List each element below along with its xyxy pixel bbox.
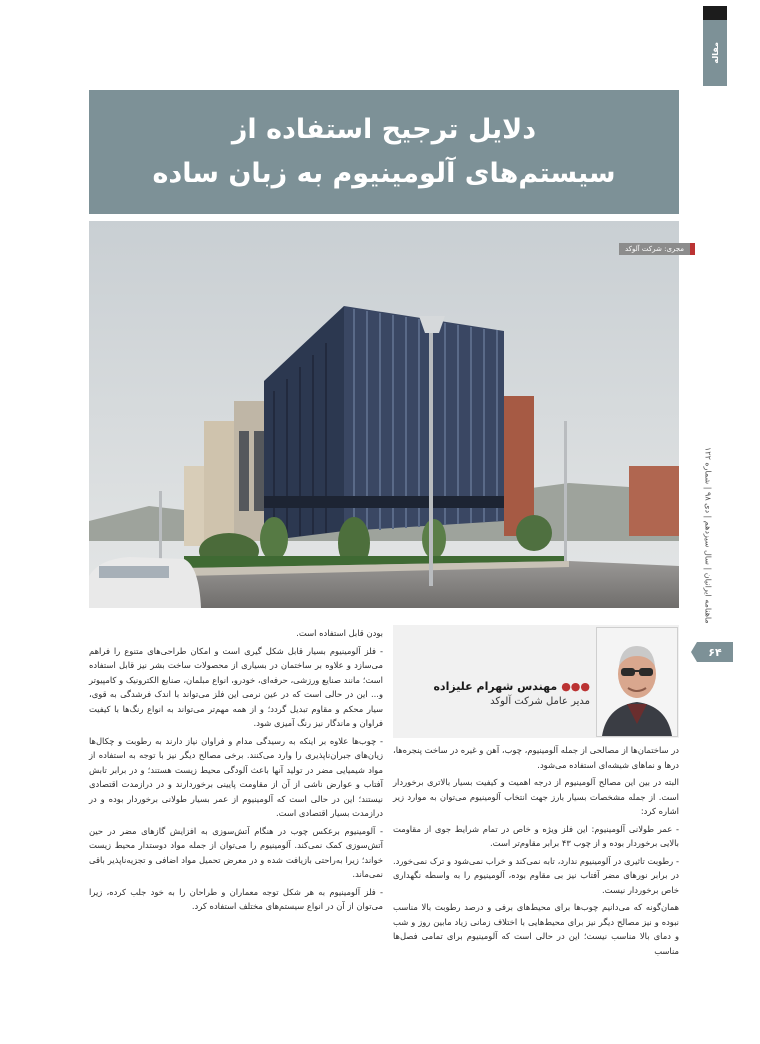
issue-info-text: ماهنامه ایرانیان | سال سیزدهم | دی ۹۸ | شماره ۱۲۲ <box>703 446 713 624</box>
issue-info <box>700 420 716 650</box>
photo-credit: مجری: شرکت آلوکد <box>619 243 690 255</box>
author-name <box>400 680 590 693</box>
building-photo <box>89 221 679 608</box>
title-line-1: دلایل ترجیح استفاده از <box>231 114 537 145</box>
paragraph: البته در بین این مصالح آلومینیوم از درجه اهمیت و کیفیت بسیار بالاتری برخوردار است. از جمله مشخصات بسیار بارز جهت انتخاب آلومینیوم می‌توان به موارد زیر اشاره کرد: <box>393 777 679 816</box>
section-tab <box>703 6 727 86</box>
paragraph: - رطوبت تاثیری در آلومینیوم ندارد، تابه نمی‌کند و خراب نمی‌شود و ترک نمی‌خورد. در برابر نورهای مضر آفتاب نیز بی مقاوم بوده، آلومینیوم را به واسطه نگهداری خاص برخوردار نیست. <box>393 855 679 895</box>
paragraph: - فلز آلومینیوم بسیار قابل شکل گیری است و امکان طراحی‌های متنوع را فراهم می‌سازد و علاوه بر ساختمان در بسیاری از محصولات ساخت بشر نیز قابل استفاده است؛ مانند صنایع ورزشی، حرفه‌ای، خودرو، انواع مبلمان، صنایع الکترونیک و کامپیوتر و... این در حالی است که در عین نرمی این فلز می‌تواند با اندک فرشدگی به قوی، سیار محکم و مقاوم تبدیل گردد؛ و از همه مهم‌تر می‌تواند به انواع رنگ‌ها با کیفیت فراوان و ماندگار نیز رنگ آمیزی شود. <box>89 645 383 728</box>
paragraph: بودن قابل استفاده است. <box>296 628 383 638</box>
author-name-text: مهندس شهرام علیزاده <box>433 680 558 693</box>
title-banner <box>89 90 679 214</box>
paragraph: - فلز آلومینیوم به هر شکل توجه معماران و طراحان را به خود جلب کرده، زیرا می‌توان از آن در انواع سیستم‌های مختلف استفاده کرد. <box>89 886 383 911</box>
author-photo <box>596 627 678 737</box>
paragraph: - آلومینیوم برعکس چوب در هنگام آتش‌سوزی به افزایش گازهای مضر در حین آتش‌سوزی کمک نمی‌کند. آلومینیوم را می‌توان از جمله مواد دوستدار محیط زیست خواند؛ زیرا به‌راحتی بازیافت شده و در معرض تحمیل مواد اضافی و تجزیه‌ناپذیر باقی نمی‌ماند. <box>89 825 383 879</box>
body-column-left <box>89 626 383 917</box>
title-line-2: سیستم‌های آلومینیوم به زبان ساده <box>152 158 616 189</box>
paragraph: همان‌گونه که می‌دانیم چوب‌ها برای محیط‌های برفی و درصد رطوبت بالا مناسب نبوده و نیز مصالح دیگر نیز برای محیط‌هایی با اختلاف زمانی زیاد مابین روز و شب و دمای بالا مناسب نیست؛ این در حالی است که آلومینیوم برای تمامی فصل‌ها مناسب <box>393 902 679 956</box>
bullet-icon: ●●● <box>561 680 590 693</box>
section-tab-label: مقاله <box>710 42 720 64</box>
author-byline <box>400 680 590 707</box>
paragraph: در ساختمان‌ها از مصالحی از جمله آلومینیوم، چوب، آهن و غیره در ساخت پنجره‌ها، درها و نماهای شیشه‌ای استفاده می‌شود. <box>393 745 679 770</box>
paragraph: - چوب‌ها علاوه بر اینکه به رسیدگی مدام و فراوان نیاز دارند به رطوبت و چکال‌ها زیان‌های جبران‌ناپذیری را وارد می‌کنند. برخی مصالح دیگر نیز با توجه به استفاده از مواد شیمیایی مضر در تولید آنها باعث آلودگی محیط زیست هستند؛ و در برابر تابش آفتاب و عوارض ناشی از آن از مقاومت پایینی برخوردارند و در درازمدت اقتصادی نیستند؛ این در حالی است که آلومینیوم از عمر بسیار طولانی برخوردار بوده و در درازمدت بسیار اقتصادی است. <box>89 735 383 818</box>
paragraph: - عمر طولانی آلومینیوم: این فلز ویژه و خاص در تمام شرایط جوی از مقاومت بالایی برخوردار بوده و از چوب ۴۳ برابر مقاوم‌تر است. <box>393 823 679 848</box>
page-number: ۶۴ <box>697 642 733 662</box>
author-role: مدیر عامل شرکت آلوکد <box>490 696 590 707</box>
body-column-right <box>393 743 679 961</box>
